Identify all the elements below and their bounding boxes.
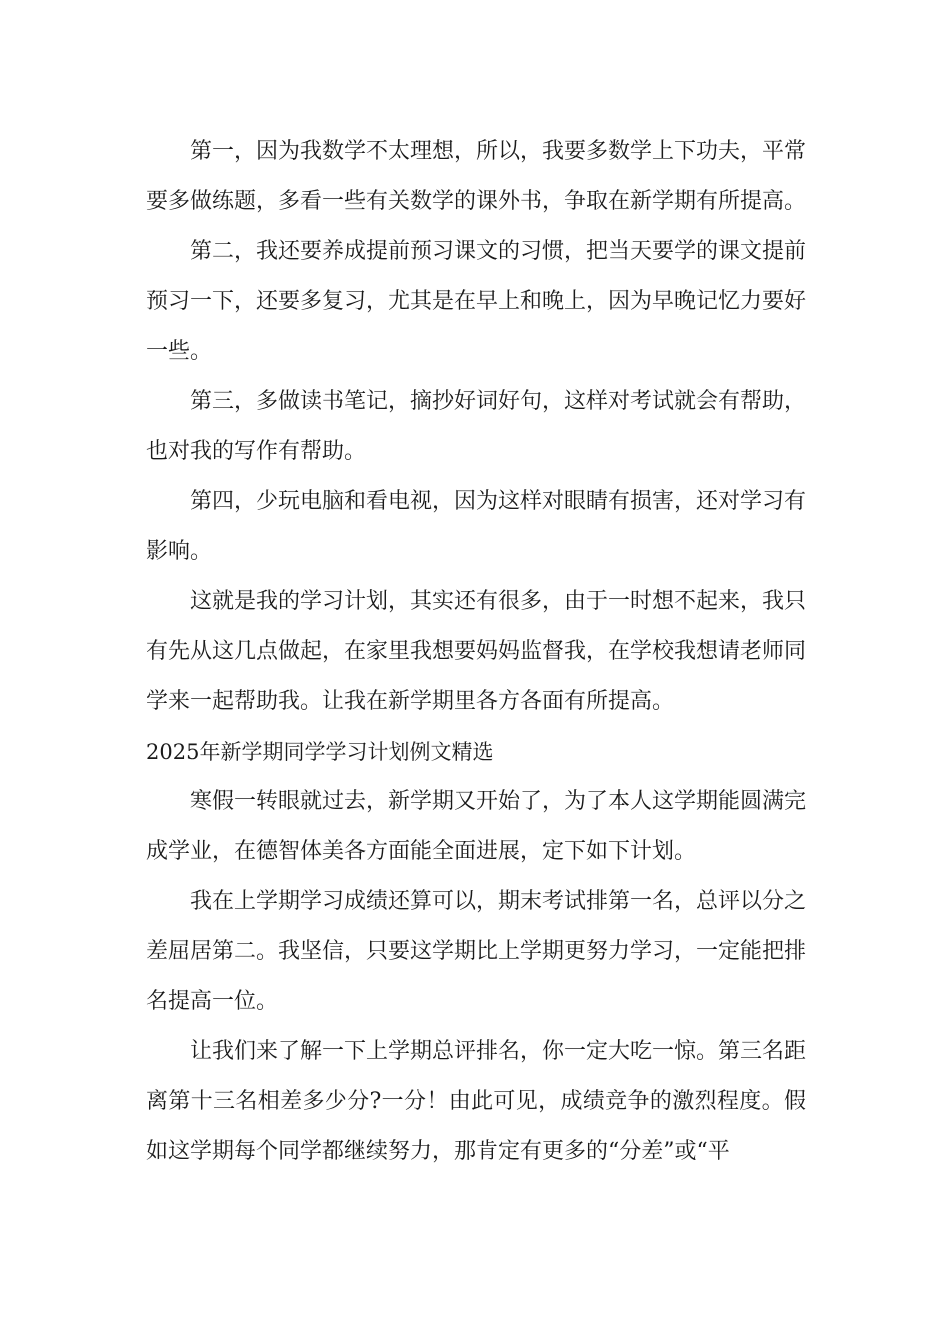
paragraph-screen-time: 第四，少玩电脑和看电视，因为这样对眼睛有损害，还对学习有影响。 (146, 489, 807, 564)
paragraph-grades: 我在上学期学习成绩还算可以，期末考试排第一名，总评以分之差屈居第二。我坚信，只要这学期比上学期更努力学习，一定能把排名提高一位。 (146, 889, 807, 1014)
paragraph-notes: 第三，多做读书笔记，摘抄好词好句，这样对考试就会有帮助，也对我的写作有帮助。 (146, 389, 807, 464)
paragraph-preview: 第二，我还要养成提前预习课文的习惯，把当天要学的课文提前预习一下，还要多复习，尤其是在早上和晚上，因为早晚记忆力要好一些。 (146, 239, 807, 364)
paragraph-math: 第一，因为我数学不太理想，所以，我要多数学上下功夫，平常要多做练题，多看一些有关数学的课外书，争取在新学期有所提高。 (146, 139, 807, 214)
document-body (146, 127, 806, 1177)
paragraph-intro: 寒假一转眼就过去，新学期又开始了，为了本人这学期能圆满完成学业，在德智体美各方面能全面进展，定下如下计划。 (146, 789, 807, 864)
paragraph-summary: 这就是我的学习计划，其实还有很多，由于一时想不起来，我只有先从这几点做起，在家里我想要妈妈监督我，在学校我想请老师同学来一起帮助我。让我在新学期里各方各面有所提高。 (146, 589, 807, 714)
paragraph-ranking: 让我们来了解一下上学期总评排名，你一定大吃一惊。第三名距离第十三名相差多少分?一分！由此可见，成绩竞争的激烈程度。假如这学期每个同学都继续努力，那肯定有更多的“分差”或“平 (146, 1039, 807, 1164)
section-heading: 2025年新学期同学学习计划例文精选 (146, 740, 494, 764)
